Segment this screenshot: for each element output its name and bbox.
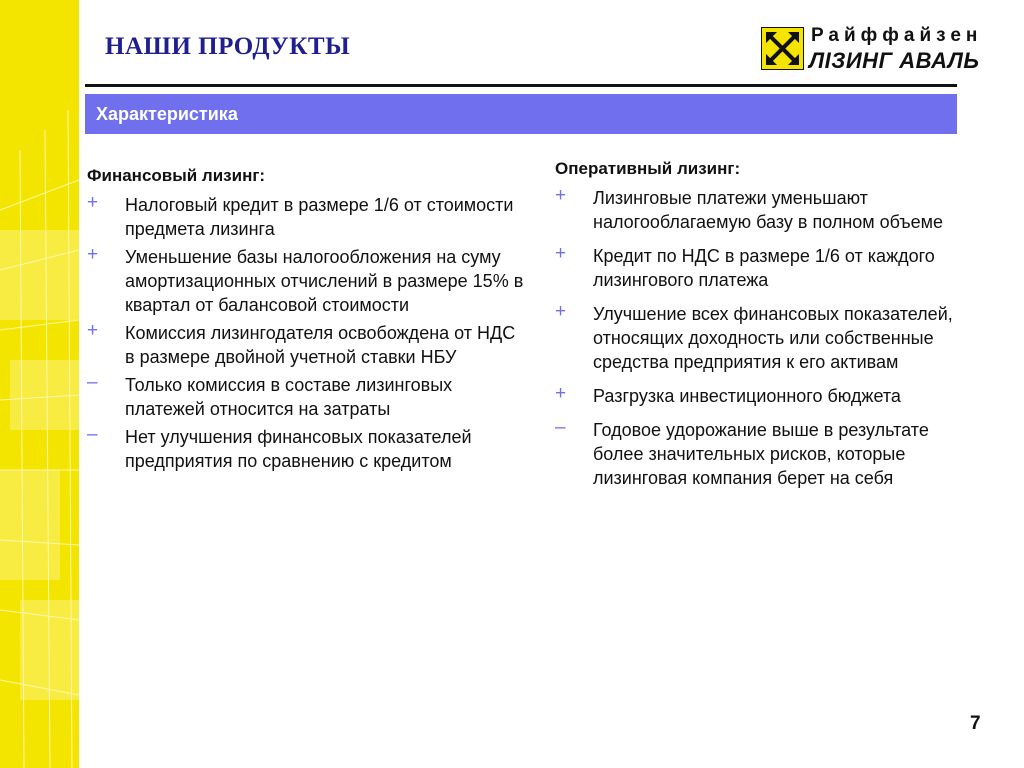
minus-icon: – xyxy=(87,372,98,393)
list-item xyxy=(87,193,527,241)
list-item xyxy=(555,302,980,374)
plus-icon: + xyxy=(87,320,99,341)
list-item xyxy=(555,244,980,292)
minus-icon: – xyxy=(87,424,98,445)
financial-leasing-heading: Финансовый лизинг: xyxy=(87,166,266,185)
list-item-text: Комиссия лизингодателя освобождена от НДС в размере двойной учетной ставки НБУ xyxy=(125,323,516,367)
list-item-text: Нет улучшения финансовых показателей предприятия по сравнению с кредитом xyxy=(125,427,472,471)
list-item-text: Годовое удорожание выше в результате более значительных рисков, которые лизинговая компания берет на себя xyxy=(593,420,929,488)
list-item xyxy=(87,245,527,317)
plus-icon: + xyxy=(555,301,567,322)
logo-text-raiffeisen: Райффайзен xyxy=(811,25,983,46)
list-item xyxy=(555,418,980,490)
list-item xyxy=(555,384,980,408)
plus-icon: + xyxy=(87,192,99,213)
plus-icon: + xyxy=(555,243,567,264)
list-item-text: Только комиссия в составе лизинговых платежей относится на затраты xyxy=(125,375,453,419)
operational-leasing-column xyxy=(555,159,980,500)
list-item-text: Уменьшение базы налогообложения на суму амортизационных отчислений в размере 15% в квартал от балансовой стоимости xyxy=(125,247,524,315)
operational-leasing-heading: Оперативный лизинг: xyxy=(555,159,741,178)
left-decorative-band xyxy=(0,0,79,768)
list-item xyxy=(87,321,527,369)
plus-icon: + xyxy=(555,383,567,404)
company-logo xyxy=(757,24,985,74)
list-item-text: Лизинговые платежи уменьшают налогооблагаемую базу в полном объеме xyxy=(593,188,944,232)
list-item xyxy=(87,373,527,421)
list-item xyxy=(87,425,527,473)
list-item xyxy=(555,186,980,234)
section-header-bar xyxy=(85,94,957,134)
page-title: НАШИ ПРОДУКТЫ xyxy=(105,33,351,60)
crossed-arrows-logo-icon xyxy=(761,27,804,70)
logo-text-leasing-aval: ЛІЗИНГ АВАЛЬ xyxy=(809,48,980,73)
page-number: 7 xyxy=(970,713,981,734)
plus-icon: + xyxy=(87,244,99,265)
plus-icon: + xyxy=(555,185,567,206)
financial-leasing-column xyxy=(87,166,527,477)
section-header-label: Характеристика xyxy=(96,104,238,124)
minus-icon: – xyxy=(555,417,566,438)
list-item-text: Налоговый кредит в размере 1/6 от стоимости предмета лизинга xyxy=(125,195,514,239)
band-grid-lines xyxy=(0,0,79,768)
list-item-text: Кредит по НДС в размере 1/6 от каждого лизингового платежа xyxy=(593,246,935,290)
list-item-text: Улучшение всех финансовых показателей, относящих доходность или собственные средства предприятия к его активам xyxy=(593,304,953,372)
list-item-text: Разгрузка инвестиционного бюджета xyxy=(593,386,901,406)
header-divider xyxy=(85,84,957,87)
